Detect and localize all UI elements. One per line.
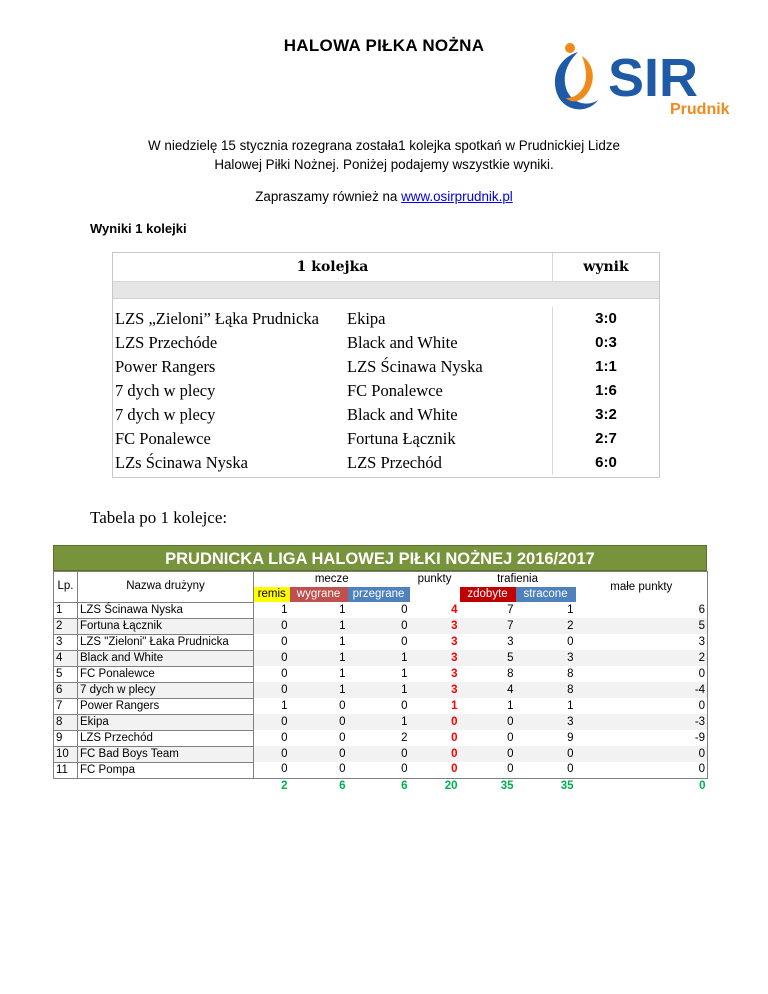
result-home-team: LZS Przechóde [115,333,218,352]
przegrane-cell: 0 [348,762,410,778]
punkty-cell: 3 [451,619,458,632]
results-spacer [113,282,659,299]
lp-cell: 2 [54,618,78,634]
result-away-team: Black and White [347,403,553,427]
website-link[interactable]: www.osirprudnik.pl [401,189,513,204]
zdobyte-cell: 0 [460,762,516,778]
wygrane-cell: 1 [339,603,346,616]
remis-cell: 0 [254,762,290,778]
male-punkty-cell: -3 [576,714,708,730]
total-remis: 2 [281,779,288,792]
team-cell: Power Rangers [78,698,254,714]
result-row [113,331,659,355]
stracone-cell: 1 [567,603,574,616]
lp-cell: 9 [54,730,78,746]
result-score: 1:6 [595,382,617,399]
male-punkty-cell: 5 [576,618,708,634]
stracone-cell: 3 [567,651,574,664]
punkty-cell: 0 [451,731,458,744]
male-punkty-cell: 0 [576,762,708,778]
header-team: Nazwa drużyny [78,572,254,603]
stracone-cell: 8 [567,683,574,696]
league-grid [53,571,708,794]
team-cell: Fortuna Łącznik [78,618,254,634]
przegrane-cell: 1 [401,683,408,696]
league-table [53,545,707,794]
intro-line-2: Halowej Piłki Nożnej. Poniżej podajemy wszystkie wyniki. [214,157,554,172]
team-cell: LZS "Zieloni" Łaka Prudnicka [78,634,254,650]
lp-cell: 4 [54,650,78,666]
invite-text [0,189,768,204]
results-heading: Wyniki 1 kolejki [90,221,187,236]
team-cell: Black and White [78,650,254,666]
stracone-cell: 9 [567,731,574,744]
results-header [113,253,659,282]
result-home-team: LZS „Zieloni” Łąka Prudnicka [115,309,319,328]
przegrane-cell: 1 [401,667,408,680]
osir-logo-icon [555,43,598,109]
league-row [54,762,708,778]
male-punkty-cell: 0 [576,666,708,682]
przegrane-cell: 0 [401,699,408,712]
result-score: 6:0 [595,454,617,471]
remis-cell: 0 [281,619,288,632]
male-punkty-cell: 3 [576,634,708,650]
punkty-cell: 4 [451,603,458,616]
lp-cell: 3 [54,634,78,650]
male-punkty-cell: 0 [576,698,708,714]
remis-cell: 1 [281,699,288,712]
result-away-team: LZS Ścinawa Nyska [347,355,553,379]
result-row [113,403,659,427]
remis-cell: 0 [281,747,288,760]
zdobyte-cell: 0 [507,715,514,728]
przegrane-cell: 0 [401,747,408,760]
wygrane-cell: 0 [339,747,346,760]
remis-cell: 1 [281,603,288,616]
punkty-cell: 1 [451,699,458,712]
lp-cell: 8 [54,714,78,730]
result-home-team: FC Ponalewce [115,429,211,448]
header-trafienia: trafienia [460,572,576,588]
result-score: 2:7 [595,430,617,447]
lp-cell: 7 [54,698,78,714]
zdobyte-cell: 8 [507,667,514,680]
male-punkty-cell: 6 [576,602,708,618]
league-row [54,746,708,762]
result-home-team: Power Rangers [115,357,216,376]
logo-sub-text: Prudnik [670,101,730,118]
result-away-team: LZS Przechód [347,451,553,475]
stracone-cell: 2 [567,619,574,632]
lp-cell: 11 [54,762,78,778]
punkty-cell: 3 [451,667,458,680]
team-cell: Ekipa [78,714,254,730]
header-stracone: stracone [516,587,576,602]
logo-main-text: SIR [608,48,699,108]
remis-cell: 0 [281,683,288,696]
league-caption: Tabela po 1 kolejce: [90,508,228,527]
zdobyte-cell: 0 [507,731,514,744]
zdobyte-cell: 0 [507,747,514,760]
result-row [113,355,659,379]
header-male-punkty: małe punkty [576,572,708,603]
result-home-team: 7 dych w plecy [115,405,216,424]
league-row [54,618,708,634]
intro-line-1: W niedzielę 15 stycznia rozegrana została1 kolejka spotkań w Prudnickiej Lidze [148,138,620,153]
result-home-team: LZs Ścinawa Nyska [115,453,248,472]
total-wygrane: 6 [339,779,346,792]
stracone-cell: 1 [567,699,574,712]
result-row [113,427,659,451]
stracone-cell: 8 [567,667,574,680]
total-przegrane: 6 [401,779,408,792]
league-body [54,602,708,778]
zdobyte-cell: 7 [507,603,514,616]
team-cell: FC Bad Boys Team [78,746,254,762]
wygrane-cell: 1 [339,651,346,664]
przegrane-cell: 0 [401,619,408,632]
result-row [113,379,659,403]
punkty-cell: 3 [451,683,458,696]
league-row [54,714,708,730]
przegrane-cell: 0 [401,635,408,648]
league-row [54,634,708,650]
header-remis: remis [254,587,290,602]
team-cell: LZS Przechód [78,730,254,746]
intro-text [60,136,708,174]
punkty-cell: 0 [451,747,458,760]
zdobyte-cell: 3 [507,635,514,648]
lp-cell: 1 [54,602,78,618]
result-home-team: 7 dych w plecy [115,381,216,400]
result-away-team: Black and White [347,331,553,355]
total-male-punkty: 0 [699,779,706,792]
invite-label: Zapraszamy również na [255,189,402,204]
league-title: PRUDNICKA LIGA HALOWEJ PIŁKI NOŻNEJ 2016/2017 [53,545,707,571]
result-row [113,451,659,475]
league-row [54,730,708,746]
results-score-header: wynik [583,259,629,275]
wygrane-cell: 1 [339,683,346,696]
result-score: 3:0 [595,310,617,327]
punkty-cell: 3 [451,635,458,648]
results-table [112,252,660,478]
result-score: 3:2 [595,406,617,423]
zdobyte-cell: 4 [507,683,514,696]
wygrane-cell: 1 [339,635,346,648]
lp-cell: 6 [54,682,78,698]
zdobyte-cell: 7 [507,619,514,632]
stracone-cell: 0 [516,762,576,778]
team-cell: FC Pompa [78,762,254,778]
result-away-team: Fortuna Łącznik [347,427,553,451]
totals-row [54,778,708,794]
wygrane-cell: 1 [339,667,346,680]
league-row [54,698,708,714]
header-punkty: punkty [410,572,460,603]
lp-cell: 5 [54,666,78,682]
page-title: HALOWA PIŁKA NOŻNA [283,36,485,55]
header-mecze: mecze [254,572,410,588]
result-row [113,307,659,331]
wygrane-cell: 0 [339,731,346,744]
lp-cell: 10 [54,746,78,762]
result-away-team: Ekipa [347,307,553,331]
punkty-cell: 0 [410,762,460,778]
total-stracone: 35 [560,779,574,792]
przegrane-cell: 0 [401,603,408,616]
remis-cell: 0 [281,731,288,744]
male-punkty-cell: -9 [576,730,708,746]
male-punkty-cell: 0 [576,746,708,762]
league-row [54,650,708,666]
remis-cell: 0 [281,715,288,728]
team-cell: 7 dych w plecy [78,682,254,698]
result-away-team: FC Ponalewce [347,379,553,403]
wygrane-cell: 1 [339,619,346,632]
header-przegrane: przegrane [348,587,410,602]
przegrane-cell: 1 [401,651,408,664]
wygrane-cell: 0 [339,715,346,728]
punkty-cell: 3 [451,651,458,664]
result-score: 0:3 [595,334,617,351]
team-cell: LZS Ścinawa Nyska [78,602,254,618]
wygrane-cell: 0 [290,762,348,778]
stracone-cell: 3 [567,715,574,728]
results-round-header: 1 kolejka [113,253,553,281]
total-punkty: 20 [444,779,458,792]
remis-cell: 0 [281,667,288,680]
male-punkty-cell: 2 [576,650,708,666]
punkty-cell: 0 [451,715,458,728]
result-score: 1:1 [595,358,617,375]
przegrane-cell: 2 [401,731,408,744]
zdobyte-cell: 1 [507,699,514,712]
league-row [54,682,708,698]
results-body [113,299,659,477]
total-zdobyte: 35 [500,779,514,792]
stracone-cell: 0 [567,635,574,648]
wygrane-cell: 0 [339,699,346,712]
male-punkty-cell: -4 [576,682,708,698]
remis-cell: 0 [281,651,288,664]
header-zdobyte: zdobyte [460,587,516,602]
header-lp: Lp. [54,572,78,603]
stracone-cell: 0 [567,747,574,760]
league-row [54,602,708,618]
league-row [54,666,708,682]
remis-cell: 0 [281,635,288,648]
team-cell: FC Ponalewce [78,666,254,682]
header-wygrane: wygrane [290,587,348,602]
przegrane-cell: 1 [401,715,408,728]
zdobyte-cell: 5 [507,651,514,664]
osir-logo [548,38,738,120]
